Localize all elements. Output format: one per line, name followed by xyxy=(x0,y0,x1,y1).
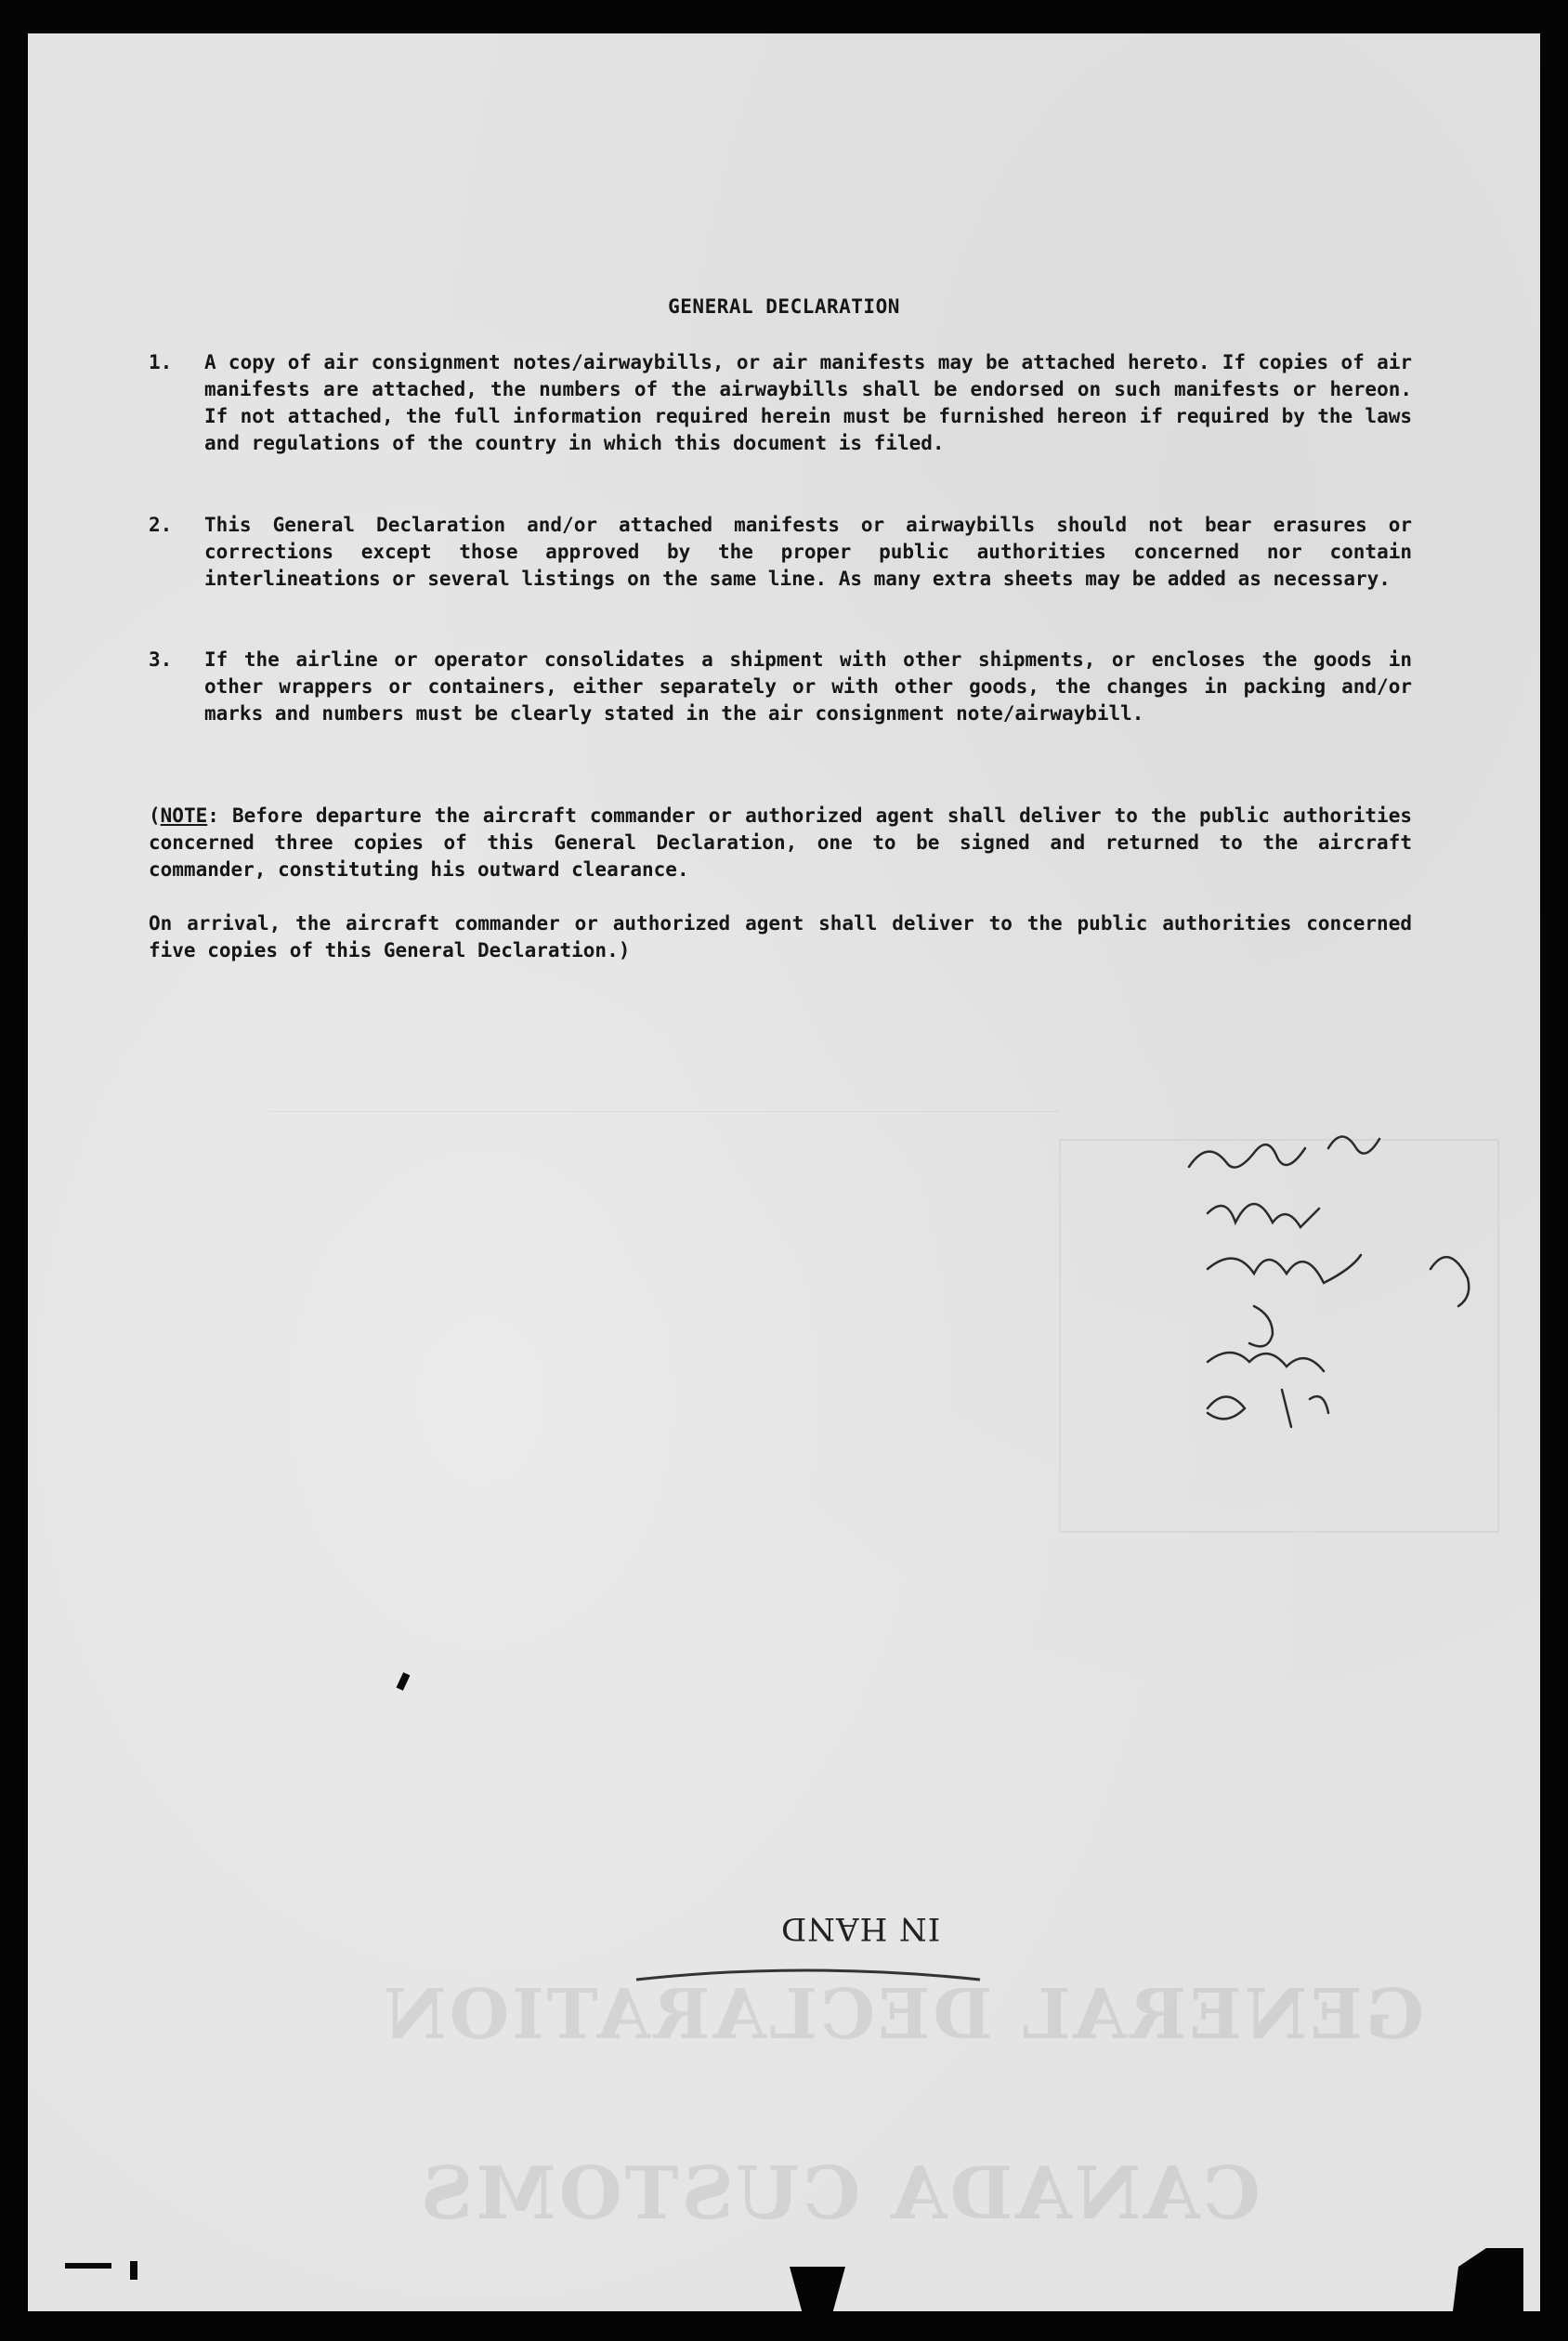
document-page xyxy=(28,33,1540,2311)
instruction-item-3 xyxy=(149,647,1412,727)
document-title: GENERAL DECLARATION xyxy=(668,295,900,318)
instruction-item-1 xyxy=(149,349,1412,457)
scan-edge-mark xyxy=(790,2267,845,2341)
bleed-through-heading: GENERAL DECLARATION xyxy=(381,1975,1424,2055)
note-label: NOTE xyxy=(160,804,208,827)
item-text: A copy of air consignment notes/airwaybills, or air manifests may be attached hereto. If copies of air manifests are attached, the numbers of the airwaybills shall be endorsed on such manifests or hereon. If not attached, the full information required herein must be furnished hereon if required by the laws and regulations of the country in which this document is filed. xyxy=(204,351,1412,454)
scan-speck xyxy=(397,1672,411,1691)
item-number: 3. xyxy=(149,648,173,671)
stamp-rule xyxy=(632,1961,985,1998)
item-number: 2. xyxy=(149,514,173,536)
instruction-item-2 xyxy=(149,512,1412,593)
bleed-through-rule xyxy=(269,1111,1059,1112)
note-departure-text: Before departure the aircraft commander or authorized agent shall deliver to the public authorities concerned three copies of this General Declaration, one to be signed and returned to the aircraft commander, constituting his outward clearance. xyxy=(149,804,1412,881)
item-text: This General Declaration and/or attached manifests or airwaybills should not bear erasures or corrections except those approved by the proper public authorities concerned nor contain interlineations or several listings on the same line. As many extra sheets may be added as necessary. xyxy=(204,514,1412,590)
scan-speck xyxy=(65,2263,111,2269)
scan-speck xyxy=(130,2261,137,2280)
note-colon: : xyxy=(207,804,219,827)
bleed-through-header: CANADA CUSTOMS xyxy=(418,2151,1261,2236)
arrival-note: On arrival, the aircraft commander or authorized agent shall deliver to the public authorities concerned five copies of this General Declaration.) xyxy=(149,912,1412,961)
item-text: If the airline or operator consolidates a shipment with other shipments, or encloses the goods in other wrappers or containers, either separately or with other goods, the changes in packing and/or marks and numbers must be clearly stated in the air consignment note/airwaybill. xyxy=(204,648,1412,725)
item-number: 1. xyxy=(149,351,173,373)
stamp-impression: IN HAND xyxy=(780,1910,941,1947)
handwritten-signature xyxy=(1170,1111,1523,1464)
note-open-paren: ( xyxy=(149,804,161,827)
departure-note xyxy=(149,803,1412,883)
scan-edge-mark xyxy=(1431,2248,1523,2341)
